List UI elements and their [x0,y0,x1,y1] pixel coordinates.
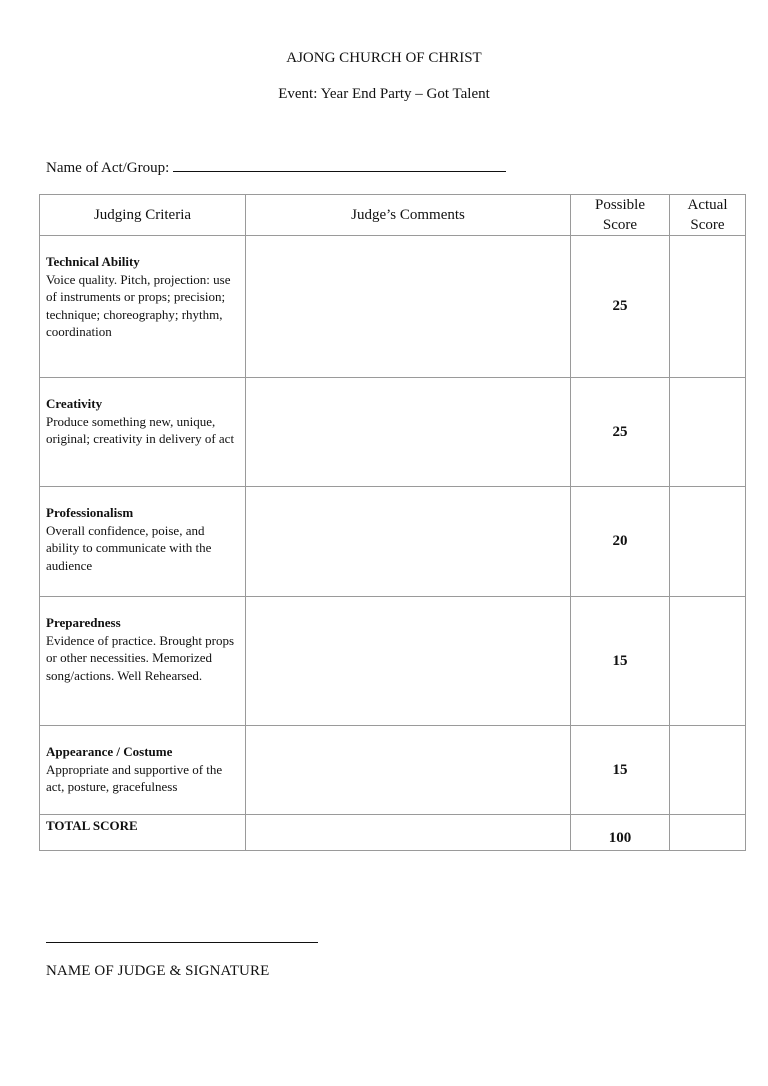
total-actual-score-cell[interactable] [670,815,746,851]
comments-cell[interactable] [246,236,571,378]
criteria-description: Produce something new, unique, original; creativity in delivery of act [46,413,235,446]
total-possible-score: 100 [571,815,670,851]
comments-cell[interactable] [246,815,571,851]
table-row-technical-ability [40,236,746,378]
possible-score-cell: 20 [571,487,670,597]
organization-title: AJONG CHURCH OF CHRIST [286,50,482,66]
comments-cell[interactable] [246,487,571,597]
criteria-description: Overall confidence, poise, and ability to communicate with the audience [46,522,212,573]
signature-line[interactable] [46,942,318,943]
criteria-title: Appearance / Costume [46,744,173,759]
header-judging-criteria: Judging Criteria [40,195,246,236]
criteria-title: Professionalism [46,505,134,520]
possible-score-cell: 15 [571,726,670,815]
possible-score-cell: 25 [571,378,670,487]
criteria-cell [40,597,246,726]
act-name-blank[interactable] [173,159,506,172]
header-possible-score [571,195,670,236]
criteria-title: Technical Ability [46,254,140,269]
act-name-label: Name of Act/Group: [46,160,170,176]
actual-score-cell[interactable] [670,597,746,726]
comments-cell[interactable] [246,726,571,815]
criteria-description: Appropriate and supportive of the act, posture, gracefulness [46,761,223,794]
act-name-line [46,159,506,177]
criteria-cell [40,378,246,487]
criteria-cell [40,487,246,597]
actual-score-cell[interactable] [670,236,746,378]
signature-label: NAME OF JUDGE & SIGNATURE [46,963,270,979]
possible-score-cell: 25 [571,236,670,378]
header-actual-score [670,195,746,236]
criteria-description: Evidence of practice. Brought props or other necessities. Memorized song/actions. Well Rehearsed. [46,632,235,683]
table-header-row [40,195,746,236]
scoring-table [39,194,746,851]
table-row-appearance-costume [40,726,746,815]
header-actual-line1: Actual [687,197,728,213]
table-row-creativity [40,378,746,487]
comments-cell[interactable] [246,597,571,726]
header-possible-line1: Possible [594,197,645,213]
possible-score-cell: 15 [571,597,670,726]
total-label-cell [40,815,246,851]
table-row-total [40,815,746,851]
header-possible-line2: Score [602,217,638,233]
header-actual-line2: Score [690,217,725,233]
criteria-cell [40,726,246,815]
actual-score-cell[interactable] [670,487,746,597]
comments-cell[interactable] [246,378,571,487]
criteria-description: Voice quality. Pitch, projection: use of instruments or props; precision; technique; choreography; rhythm, coordination [46,271,231,339]
criteria-cell [40,236,246,378]
table-row-professionalism [40,487,746,597]
header-judges-comments: Judge’s Comments [246,195,571,236]
criteria-title: Preparedness [46,615,121,630]
total-score-label: TOTAL SCORE [46,818,138,833]
table-row-preparedness [40,597,746,726]
actual-score-cell[interactable] [670,726,746,815]
event-title: Event: Year End Party – Got Talent [278,86,490,102]
actual-score-cell[interactable] [670,378,746,487]
criteria-title: Creativity [46,396,103,411]
